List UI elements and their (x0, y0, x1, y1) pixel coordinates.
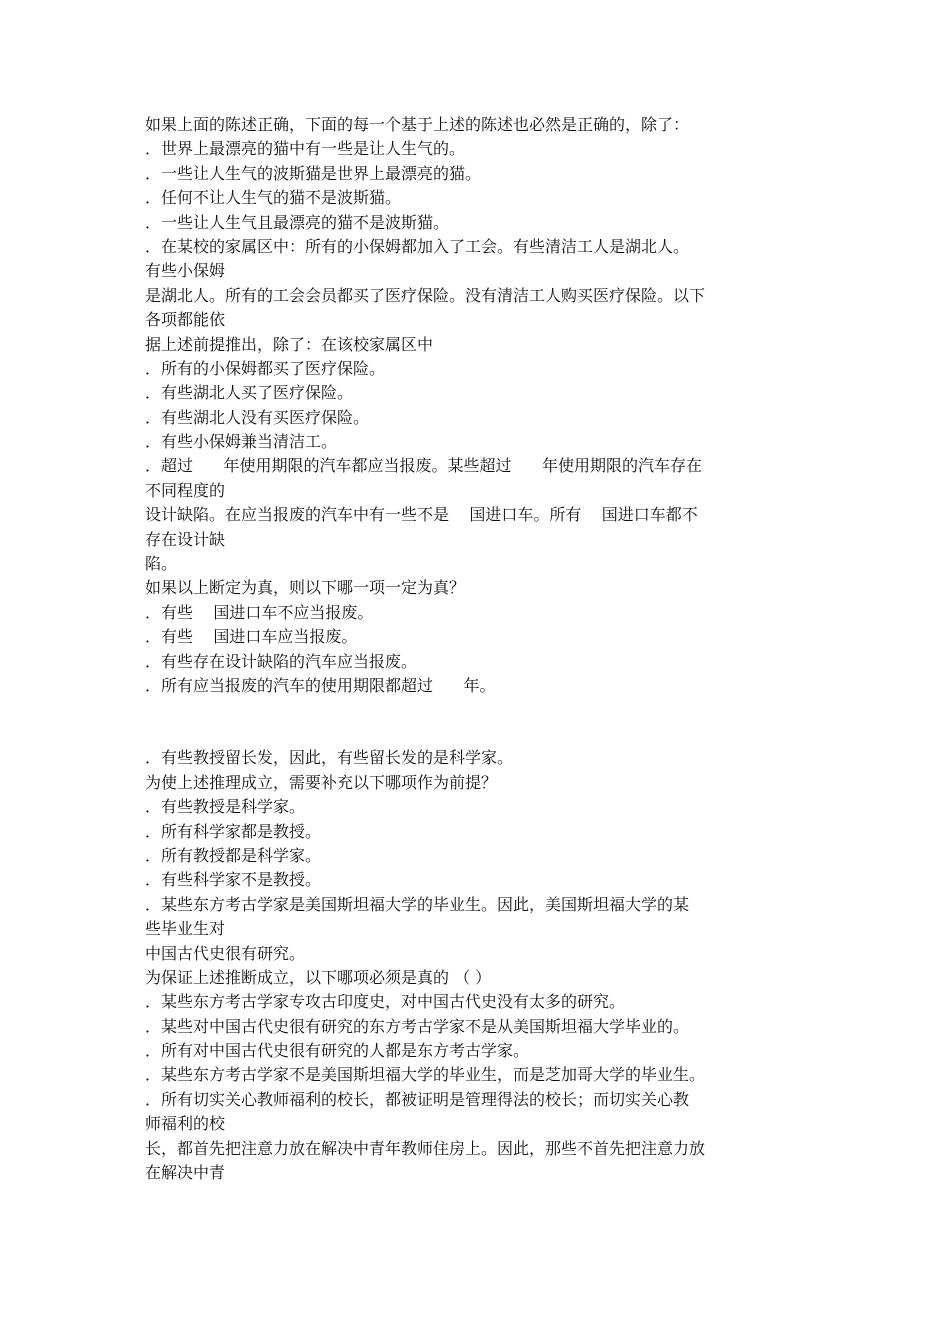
option-line: ．有些存在设计缺陷的汽车应当报废。 (145, 651, 418, 671)
option-line: ．有些科学家不是教授。 (145, 870, 322, 890)
question-text: 据上述前提推出，除了：在该校家属区中 (145, 334, 434, 354)
blank-gap (145, 698, 810, 746)
question-text: 中国古代史很有研究。 (145, 943, 306, 963)
option-line: ．有些 国进口车不应当报废。 (145, 602, 374, 622)
question-text: 不同程度的 (145, 480, 226, 500)
question-text: 在解决中青 (145, 1163, 226, 1183)
question-text: ．所有切实关心教师福利的校长，都被证明是管理得法的校长；而切实关心教 (145, 1089, 690, 1109)
question-prompt: 为保证上述推断成立，以下哪项必须是真的 （ ） (145, 967, 492, 987)
option-line: ．任何不让人生气的猫不是波斯猫。 (145, 188, 402, 208)
option-line: ．所有科学家都是教授。 (145, 821, 322, 841)
option-line: ．所有的小保姆都买了医疗保险。 (145, 358, 386, 378)
question-text: 各项都能依 (145, 310, 226, 330)
option-line: ．一些让人生气且最漂亮的猫不是波斯猫。 (145, 212, 450, 232)
question-text: ．在某校的家属区中：所有的小保姆都加入了工会。有些清洁工人是湖北人。 (145, 236, 690, 256)
question-text: 设计缺陷。在应当报废的汽车中有一些不是 国进口车。所有 国进口车都不 (145, 505, 698, 525)
option-line: ．世界上最漂亮的猫中有一些是让人生气的。 (145, 139, 466, 159)
question-text: 存在设计缺 (145, 529, 226, 549)
option-line: ．有些小保姆兼当清洁工。 (145, 432, 338, 452)
option-line: ．有些教授是科学家。 (145, 797, 306, 817)
option-line: ．所有对中国古代史很有研究的人都是东方考古学家。 (145, 1041, 530, 1061)
question-text: 有些小保姆 (145, 261, 226, 281)
option-line: ．某些对中国古代史很有研究的东方考古学家不是从美国斯坦福大学毕业的。 (145, 1016, 690, 1036)
option-line: ．有些湖北人买了医疗保险。 (145, 383, 354, 403)
option-line: ．所有教授都是科学家。 (145, 845, 322, 865)
option-line: ．一些让人生气的波斯猫是世界上最漂亮的猫。 (145, 163, 482, 183)
question-intro: 如果上面的陈述正确，下面的每一个基于上述的陈述也必然是正确的，除了： (145, 115, 690, 134)
option-line: ．有些 国进口车应当报废。 (145, 627, 358, 647)
question-text: 是湖北人。所有的工会会员都买了医疗保险。没有清洁工人购买医疗保险。以下 (145, 285, 706, 305)
question-text: 陷。 (145, 554, 178, 574)
option-line: ．某些东方考古学家专攻古印度史，对中国古代史没有太多的研究。 (145, 992, 626, 1012)
question-prompt: 为使上述推理成立，需要补充以下哪项作为前提？ (145, 772, 498, 792)
question-prompt: 如果以上断定为真，则以下哪一项一定为真？ (145, 578, 466, 598)
question-text: ．有些教授留长发，因此，有些留长发的是科学家。 (145, 748, 514, 768)
question-text: ．超过 年使用期限的汽车都应当报废。某些超过 年使用期限的汽车存在 (145, 456, 703, 476)
option-line: ．所有应当报废的汽车的使用期限都超过 年。 (145, 675, 496, 695)
option-line: ．某些东方考古学家不是美国斯坦福大学的毕业生，而是芝加哥大学的毕业生。 (145, 1065, 706, 1085)
question-text: ．某些东方考古学家是美国斯坦福大学的毕业生。因此，美国斯坦福大学的某 (145, 894, 690, 914)
question-text: 长，都首先把注意力放在解决中青年教师住房上。因此，那些不首先把注意力放 (145, 1138, 706, 1158)
question-text: 师福利的校 (145, 1114, 226, 1134)
option-line: ．有些湖北人没有买医疗保险。 (145, 407, 370, 427)
question-text: 些毕业生对 (145, 919, 226, 939)
document-text (145, 113, 810, 1185)
